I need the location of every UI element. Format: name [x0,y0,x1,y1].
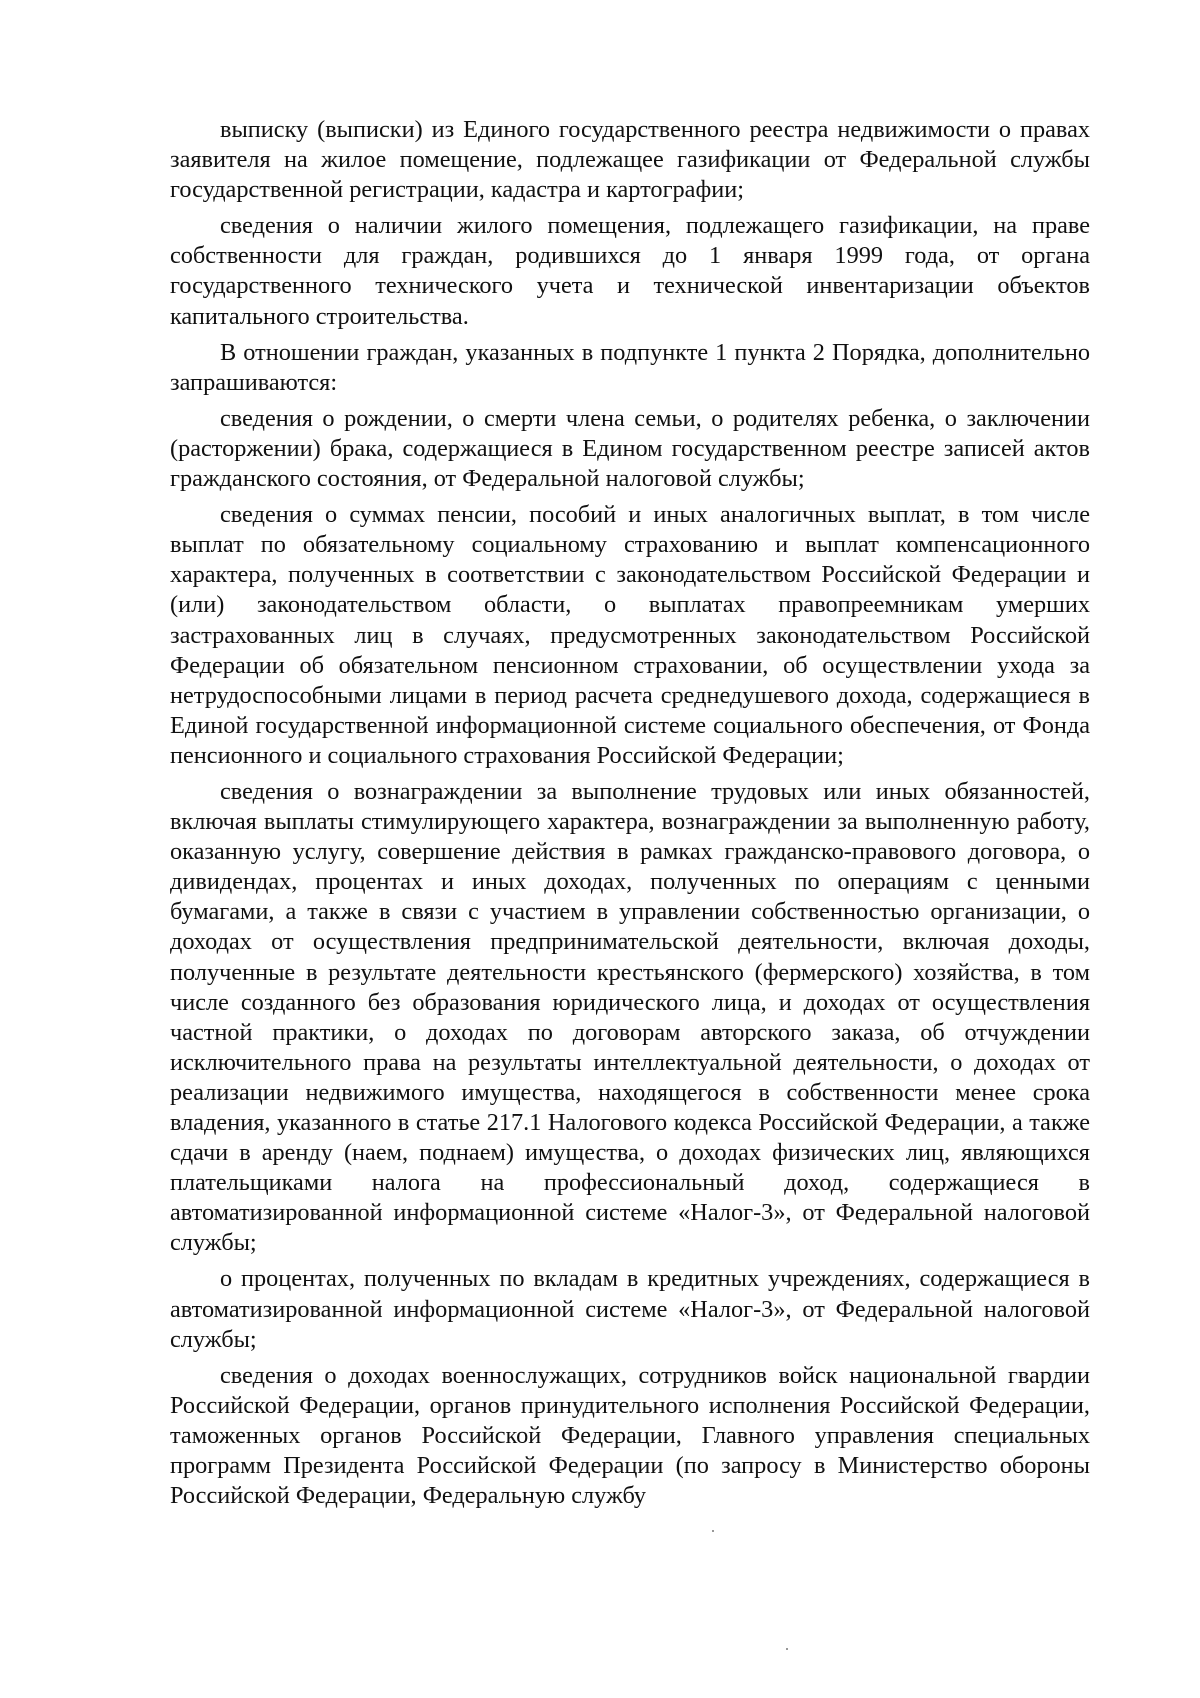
paragraph-military-income: сведения о доходах военнослужащих, сотрудников войск национальной гвардии Российской Федерации, органов принудительного исполнения Российской Федерации, таможенных органов Российской Федерации, Главного управления специальных программ Президента Российской Федерации (по запросу в Министерство обороны Российской Федерации, Федеральную службу [170,1361,1090,1510]
paragraph-egrn-extract: выписку (выписки) из Единого государственного реестра недвижимости о правах заявителя на жилое помещение, подлежащее газификации от Федеральной службы государственной регистрации, кадастра и картографии; [170,116,1090,204]
paragraph-additional-requests: В отношении граждан, указанных в подпункте 1 пункта 2 Порядка, дополнительно запрашиваются: [170,338,1090,396]
scan-speck [712,1530,714,1532]
paragraph-civil-status-records: сведения о рождении, о смерти члена семьи, о родителях ребенка, о заключении (расторжении) брака, содержащиеся в Едином государственном реестре записей актов гражданского состояния, от Федеральной налоговой службы; [170,404,1090,493]
paragraph-labor-income: сведения о вознаграждении за выполнение трудовых или иных обязанностей, включая выплаты стимулирующего характера, вознаграждении за выполненную работу, оказанную услугу, совершение действия в рамках гражданско-правового договора, о дивидендах, процентах и иных доходах, полученных по операциям с ценными бумагами, а также в связи с участием в управлении собственностью организации, о доходах от осуществления предпринимательской деятельности, включая доходы, полученные в результате деятельности крестьянского (фермерского) хозяйства, в том числе созданного без образования юридического лица, и доходах от осуществления частной практики, о доходах по договорам авторского заказа, об отчуждении исключительного права на результаты интеллектуальной деятельности, о доходах от реализации недвижимого имущества, находящегося в собственности менее срока владения, указанного в статье 217.1 Налогового кодекса Российской Федерации, а также сдачи в аренду (наем, поднаем) имущества, о доходах физических лиц, являющихся плательщиками налога на профессиональный доход, содержащиеся в автоматизированной информационной системе «Налог-3», от Федеральной налоговой службы; [170,777,1090,1257]
document-body [170,115,1090,1511]
scan-speck [786,1648,788,1650]
paragraph-housing-ownership: сведения о наличии жилого помещения, подлежащего газификации, на праве собственности для граждан, родившихся до 1 января 1999 года, от органа государственного технического учета и технической инвентаризации объектов капитального строительства. [170,212,1090,330]
paragraph-pension-benefits: сведения о суммах пенсии, пособий и иных аналогичных выплат, в том числе выплат по обязательному социальному страхованию и выплат компенсационного характера, полученных в соответствии с законодательством Российской Федерации и (или) законодательством области, о выплатах правопреемникам умерших застрахованных лиц в случаях, предусмотренных законодательством Российской Федерации об обязательном пенсионном страховании, об осуществлении ухода за нетрудоспособными лицами в период расчета среднедушевого дохода, содержащиеся в Единой государственной информационной системе социального обеспечения, от Фонда пенсионного и социального страхования Российской Федерации; [170,501,1090,769]
paragraph-deposit-interest: о процентах, полученных по вкладам в кредитных учреждениях, содержащиеся в автоматизированной информационной системе «Налог-3», от Федеральной налоговой службы; [170,1265,1090,1353]
